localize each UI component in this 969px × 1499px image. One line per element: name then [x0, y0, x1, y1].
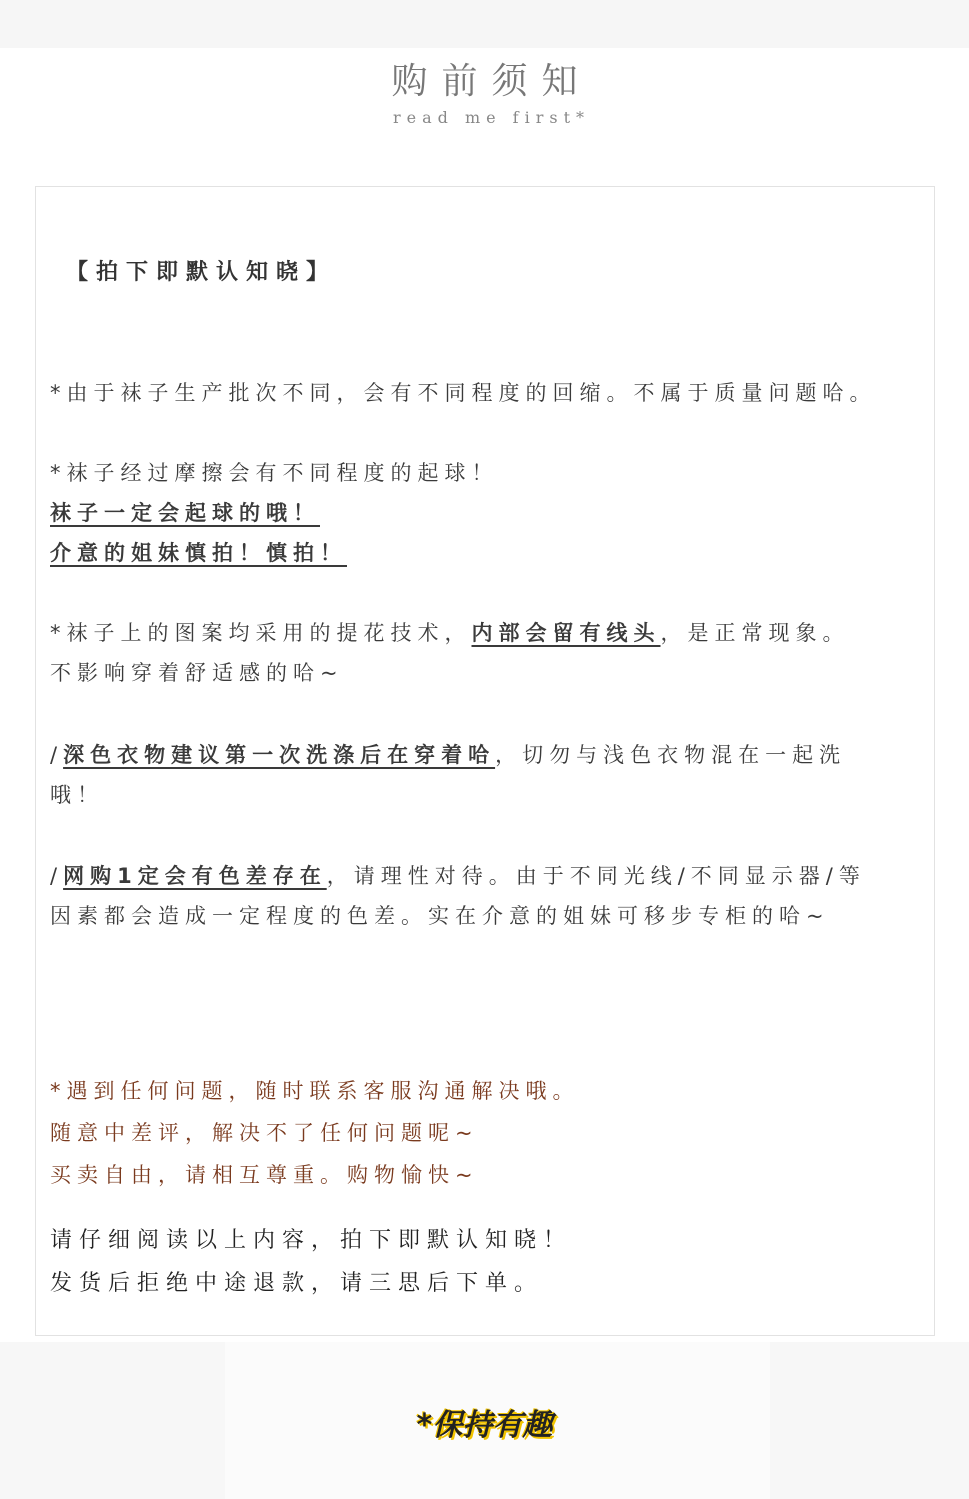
notice-item-comfort: 不影响穿着舒适感的哈~ — [50, 661, 344, 685]
brand-logo: *保持有趣 — [416, 1408, 553, 1443]
final-line-refund: 发货后拒绝中途退款，请三思后下单。 — [50, 1271, 544, 1296]
notice-item-jacquard-pre: *袜子上的图案均采用的提花技术， — [50, 621, 472, 645]
notice-item-color-pre: / — [50, 864, 64, 888]
notice-item-pilling: *袜子经过摩擦会有不同程度的起球！ — [50, 461, 499, 485]
footer — [0, 1342, 969, 1499]
final-line-read: 请仔细阅读以上内容，拍下即默认知晓！ — [50, 1228, 573, 1253]
notice-item-color — [50, 860, 866, 890]
notice-item-jacquard — [50, 617, 850, 647]
notice-item-shrink: *由于袜子生产批次不同，会有不同程度的回缩。不属于质量问题哈。 — [50, 381, 877, 405]
top-band — [0, 0, 969, 48]
notice-item-wash-emph: 深色衣物建议第一次洗涤后在穿着哈 — [63, 743, 496, 767]
service-line-respect: 买卖自由，请相互尊重。购物愉快~ — [50, 1163, 479, 1187]
notice-item-color-post: ，请理性对待。由于不同光线/不同显示器/等 — [326, 864, 866, 888]
page-header — [0, 58, 969, 127]
page-title: 购前须知 — [391, 61, 592, 102]
notice-heading: 【拍下即默认知晓】 — [66, 260, 337, 285]
notice-item-pilling-warning: 袜子一定会起球的哦！ — [50, 501, 320, 525]
notice-item-color-end: 因素都会造成一定程度的色差。实在介意的姐妹可移步专柜的哈~ — [50, 904, 830, 928]
page-subtitle: read me first* — [392, 108, 591, 127]
notice-item-wash-end: 哦！ — [50, 783, 104, 807]
notice-item-wash-post: ，切勿与浅色衣物混在一起洗 — [495, 743, 847, 767]
notice-item-wash-pre: / — [50, 743, 64, 767]
service-line-review: 随意中差评，解决不了任何问题呢~ — [50, 1121, 479, 1145]
notice-item-jacquard-emph: 内部会留有线头 — [471, 621, 661, 645]
notice-card — [35, 186, 935, 1336]
notice-item-wash — [50, 739, 846, 769]
service-line-contact: *遇到任何问题，随时联系客服沟通解决哦。 — [50, 1079, 580, 1103]
notice-item-color-emph: 网购1定会有色差存在 — [63, 864, 327, 888]
notice-item-caution: 介意的姐妹慎拍！慎拍！ — [50, 541, 347, 565]
notice-item-jacquard-post: ，是正常现象。 — [660, 621, 850, 645]
